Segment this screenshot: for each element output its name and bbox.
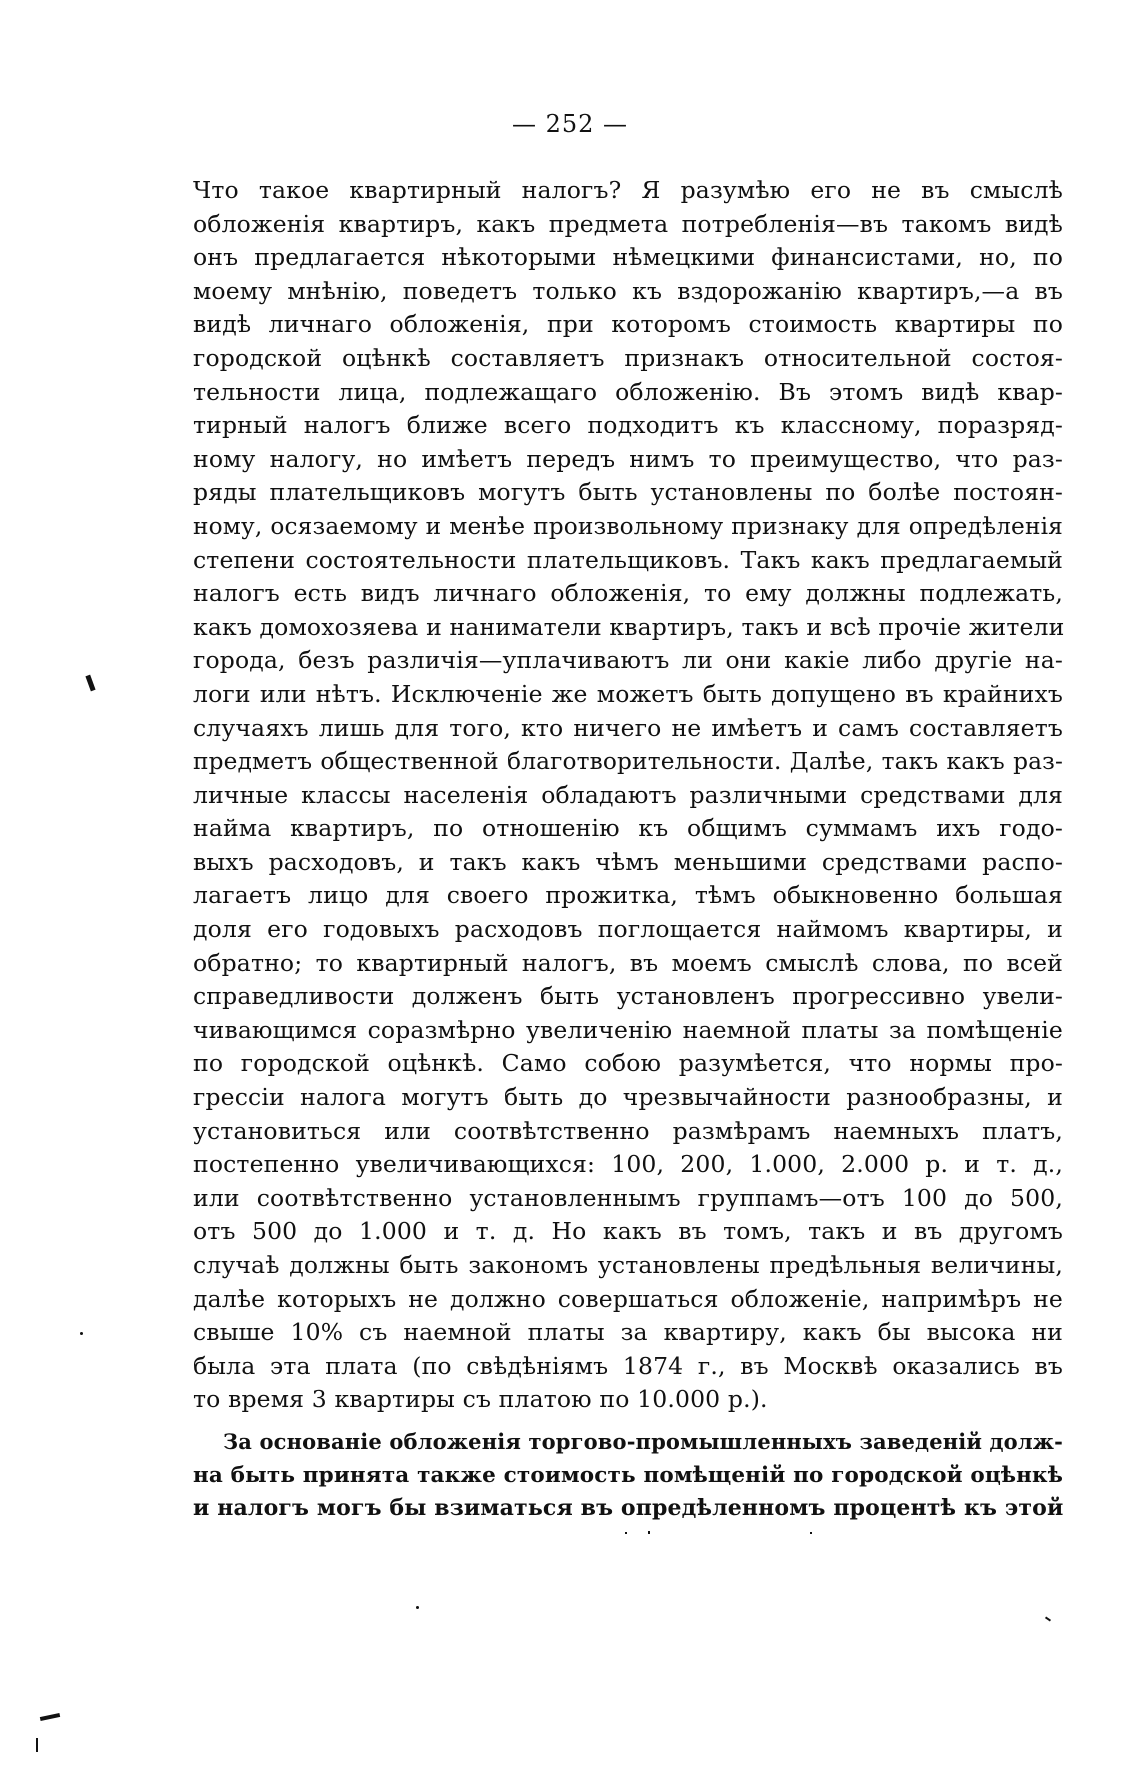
- scan-speck: [648, 1531, 650, 1534]
- text-line: на быть принята также стоимость помѣщеній по городской оцѣнкѣ: [193, 1462, 1063, 1488]
- text-line: далѣе которыхъ не должно совершаться обложеніе, напримѣръ не: [193, 1284, 1063, 1313]
- text-line: или соотвѣтственно установленнымъ группамъ—отъ 100 до 500,: [193, 1183, 1063, 1212]
- text-line: тирный налогъ ближе всего подходитъ къ классному, поразряд-: [193, 411, 1063, 440]
- text-line: личные классы населенія обладаютъ различными средствами для: [193, 780, 1063, 809]
- text-line: отъ 500 до 1.000 и т. д. Но какъ въ томъ, такъ и въ другомъ: [193, 1217, 1063, 1246]
- text-line: случаѣ должны быть закономъ установлены предѣльныя величины,: [193, 1251, 1063, 1279]
- page-number: — 252 —: [511, 110, 629, 138]
- text-line: случаяхъ лишь для того, кто ничего не имѣетъ и самъ составляетъ: [193, 713, 1063, 742]
- text-line: грессіи налога могутъ быть до чрезвычайности разнообразны, и: [193, 1083, 1063, 1112]
- text-line: городской оцѣнкѣ составляетъ признакъ относительной состоя-: [193, 343, 1063, 372]
- text-line: свыше 10% съ наемной платы за квартиру, какъ бы высока ни: [193, 1318, 1063, 1347]
- text-line: обложенія квартиръ, какъ предмета потребленія—въ такомъ видѣ: [193, 209, 1063, 238]
- text-line: За основаніе обложенія торгово-промышленныхъ заведеній долж-: [223, 1428, 1064, 1454]
- text-line: обратно; то квартирный налогъ, въ моемъ смыслѣ слова, по всей: [193, 948, 1063, 977]
- scan-speck: [85, 675, 95, 692]
- text-line: была эта плата (по свѣдѣніямъ 1874 г., въ Москвѣ оказались въ: [193, 1351, 1063, 1380]
- text-line: ному налогу, но имѣетъ передъ нимъ то преимущество, что раз-: [193, 444, 1063, 473]
- text-line: постепенно увеличивающихся: 100, 200, 1.000, 2.000 р. и т. д.,: [193, 1150, 1063, 1179]
- text-line: установиться или соотвѣтственно размѣрамъ наемныхъ платъ,: [193, 1116, 1063, 1145]
- text-line: налогъ есть видъ личнаго обложенія, то ему должны подлежать,: [193, 579, 1063, 608]
- scan-speck: [36, 1738, 38, 1752]
- scan-speck: [416, 1606, 419, 1609]
- scan-speck: [810, 1532, 812, 1534]
- text-line: справедливости долженъ быть установленъ прогрессивно увели-: [193, 982, 1063, 1011]
- text-line: найма квартиръ, по отношенію къ общимъ суммамъ ихъ годо-: [193, 814, 1063, 843]
- text-line: то время 3 квартиры съ платою по 10.000 р.).: [193, 1385, 768, 1414]
- text-line: ряды плательщиковъ могутъ быть установлены по болѣе постоян-: [193, 478, 1063, 507]
- body-text: [193, 174, 1063, 1526]
- text-line: по городской оцѣнкѣ. Само собою разумѣется, что нормы про-: [193, 1049, 1063, 1078]
- scan-speck: [80, 1332, 83, 1335]
- paragraph-2: [193, 1425, 1063, 1526]
- text-line: ному, осязаемому и менѣе произвольному признаку для опредѣленія: [193, 512, 1063, 540]
- text-line: какъ домохозяева и наниматели квартиръ, такъ и всѣ прочіе жители: [193, 612, 1065, 641]
- text-line: Что такое квартирный налогъ? Я разумѣю его не въ смыслѣ: [193, 176, 1063, 204]
- text-line: видѣ личнаго обложенія, при которомъ стоимость квартиры по: [193, 310, 1063, 339]
- scan-speck: [1045, 1616, 1051, 1621]
- text-line: логи или нѣтъ. Исключеніе же можетъ быть допущено въ крайнихъ: [193, 679, 1063, 708]
- text-line: моему мнѣнію, поведетъ только къ вздорожанію квартиръ,—а въ: [193, 276, 1063, 305]
- text-line: степени состоятельности плательщиковъ. Такъ какъ предлагаемый: [193, 545, 1063, 574]
- text-line: тельности лица, подлежащаго обложенію. Въ этомъ видѣ квар-: [193, 377, 1063, 406]
- text-line: и налогъ могъ бы взиматься въ опредѣленномъ процентѣ къ этой: [193, 1495, 1064, 1522]
- text-line: лагаетъ лицо для своего прожитка, тѣмъ обыкновенно большая: [193, 881, 1063, 910]
- scan-speck: [625, 1532, 627, 1534]
- scan-speck: [40, 1713, 60, 1721]
- text-line: чивающимся соразмѣрно увеличенію наемной платы за помѣщеніе: [193, 1015, 1063, 1044]
- text-line: города, безъ различія—уплачиваютъ ли они какіе либо другіе на-: [193, 646, 1063, 675]
- paragraph-gap: [193, 1417, 1063, 1425]
- text-line: доля его годовыхъ расходовъ поглощается наймомъ квартиры, и: [193, 915, 1063, 944]
- paragraph-1: [193, 174, 1063, 1417]
- text-line: онъ предлагается нѣкоторыми нѣмецкими финансистами, но, по: [193, 243, 1063, 272]
- text-line: выхъ расходовъ, и такъ какъ чѣмъ меньшими средствами распо-: [193, 847, 1063, 876]
- text-line: предметъ общественной благотворительности. Далѣе, такъ какъ раз-: [193, 748, 1063, 776]
